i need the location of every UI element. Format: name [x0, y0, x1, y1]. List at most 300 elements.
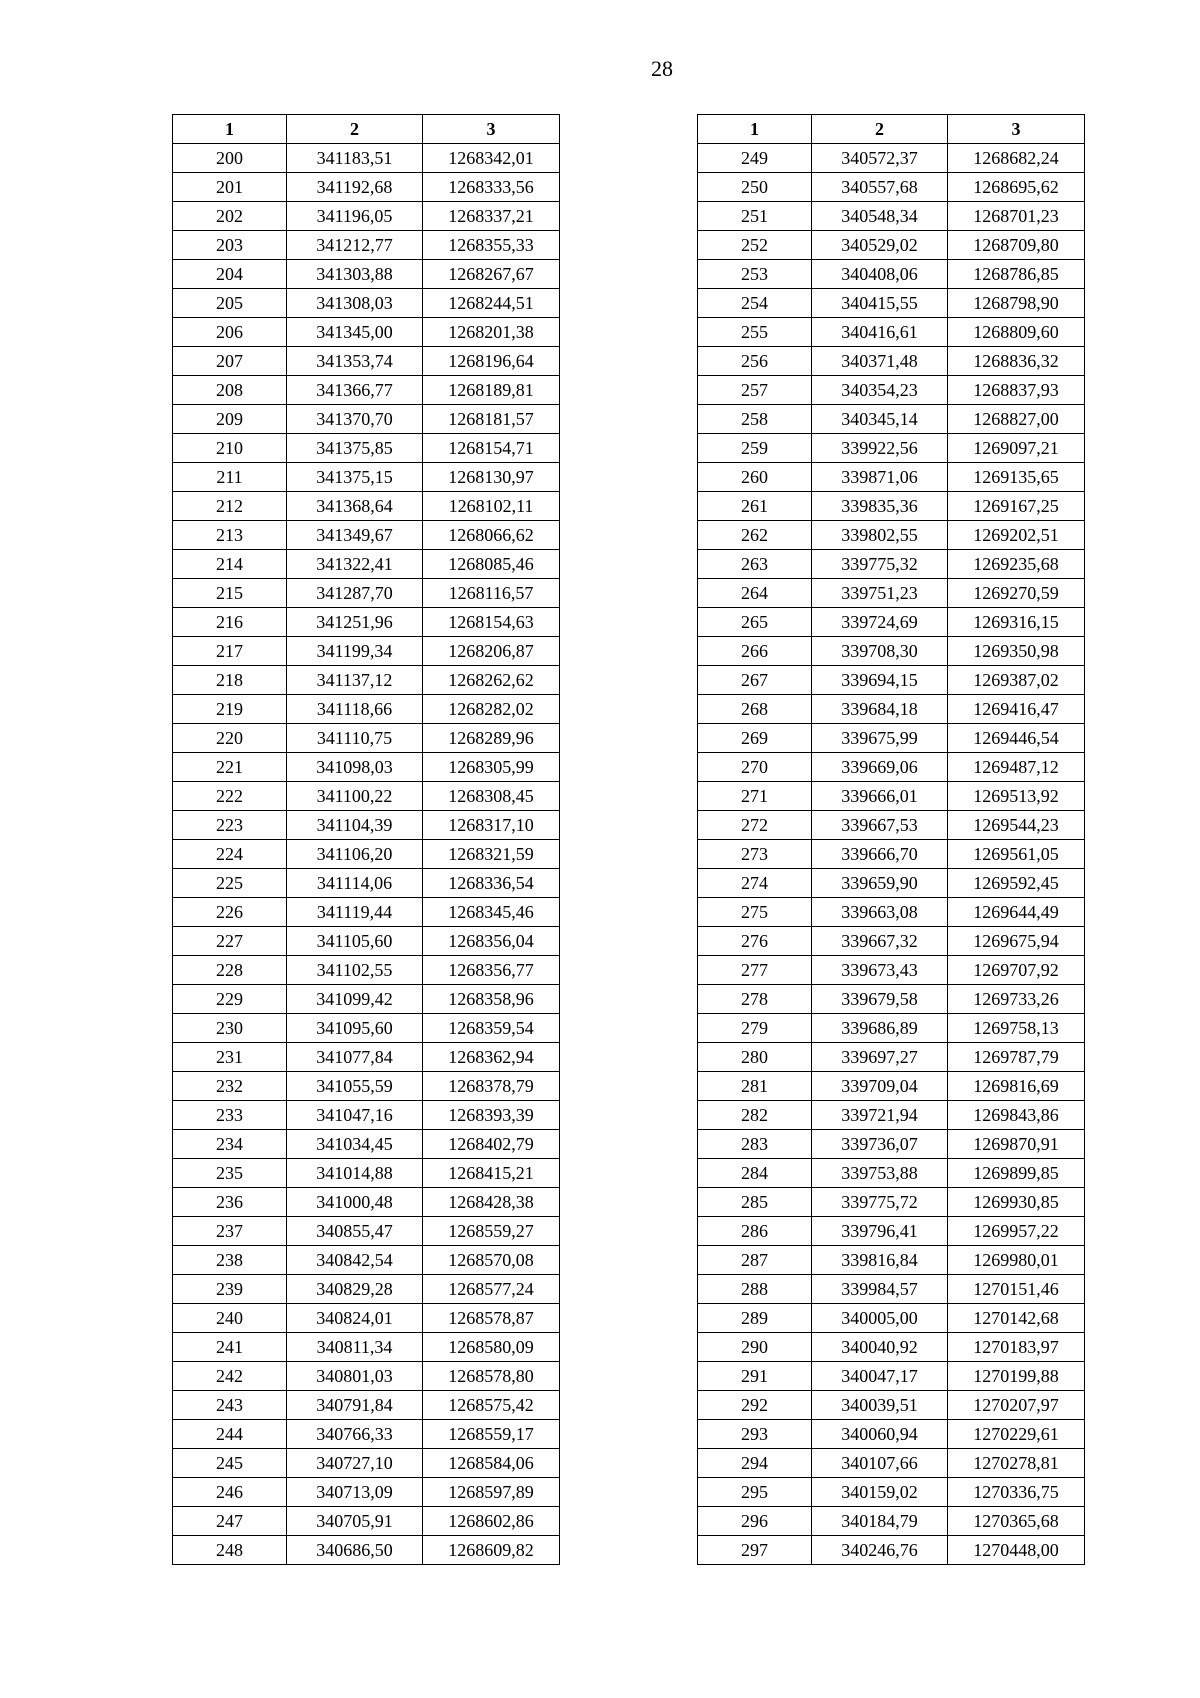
y-coordinate-cell: 1268206,87 — [423, 637, 560, 666]
y-coordinate-cell: 1269930,85 — [948, 1188, 1085, 1217]
table-row — [173, 840, 560, 869]
point-number-cell: 278 — [698, 985, 812, 1014]
point-number-cell: 270 — [698, 753, 812, 782]
y-coordinate-cell: 1269544,23 — [948, 811, 1085, 840]
table-row — [173, 347, 560, 376]
table-row — [173, 579, 560, 608]
x-coordinate-cell: 339753,88 — [812, 1159, 948, 1188]
x-coordinate-cell: 340686,50 — [287, 1536, 423, 1565]
x-coordinate-cell: 340727,10 — [287, 1449, 423, 1478]
point-number-cell: 237 — [173, 1217, 287, 1246]
table-row — [173, 550, 560, 579]
y-coordinate-cell: 1270278,81 — [948, 1449, 1085, 1478]
x-coordinate-cell: 340354,23 — [812, 376, 948, 405]
table-row — [698, 492, 1085, 521]
table-row — [173, 1043, 560, 1072]
table-row — [698, 202, 1085, 231]
point-number-cell: 215 — [173, 579, 287, 608]
table-row — [698, 1130, 1085, 1159]
y-coordinate-cell: 1268570,08 — [423, 1246, 560, 1275]
point-number-cell: 234 — [173, 1130, 287, 1159]
x-coordinate-cell: 341099,42 — [287, 985, 423, 1014]
point-number-cell: 228 — [173, 956, 287, 985]
y-coordinate-cell: 1269816,69 — [948, 1072, 1085, 1101]
point-number-cell: 289 — [698, 1304, 812, 1333]
point-number-cell: 202 — [173, 202, 287, 231]
x-coordinate-cell: 339736,07 — [812, 1130, 948, 1159]
x-coordinate-cell: 339684,18 — [812, 695, 948, 724]
table-row — [173, 1188, 560, 1217]
x-coordinate-cell: 341110,75 — [287, 724, 423, 753]
x-coordinate-cell: 341055,59 — [287, 1072, 423, 1101]
point-number-cell: 220 — [173, 724, 287, 753]
table-row — [173, 782, 560, 811]
y-coordinate-cell: 1268130,97 — [423, 463, 560, 492]
table-row — [173, 1130, 560, 1159]
table-row — [173, 260, 560, 289]
x-coordinate-cell: 341366,77 — [287, 376, 423, 405]
x-coordinate-cell: 339984,57 — [812, 1275, 948, 1304]
table-row — [698, 1043, 1085, 1072]
x-coordinate-cell: 340040,92 — [812, 1333, 948, 1362]
point-number-cell: 213 — [173, 521, 287, 550]
y-coordinate-cell: 1269446,54 — [948, 724, 1085, 753]
y-coordinate-cell: 1268827,00 — [948, 405, 1085, 434]
column-header-2: 2 — [287, 115, 423, 144]
y-coordinate-cell: 1268262,62 — [423, 666, 560, 695]
x-coordinate-cell: 341102,55 — [287, 956, 423, 985]
point-number-cell: 293 — [698, 1420, 812, 1449]
point-number-cell: 258 — [698, 405, 812, 434]
y-coordinate-cell: 1268337,21 — [423, 202, 560, 231]
x-coordinate-cell: 340811,34 — [287, 1333, 423, 1362]
x-coordinate-cell: 341118,66 — [287, 695, 423, 724]
table-row — [698, 1391, 1085, 1420]
table-row — [173, 1072, 560, 1101]
y-coordinate-cell: 1268336,54 — [423, 869, 560, 898]
table-row — [173, 1304, 560, 1333]
x-coordinate-cell: 340801,03 — [287, 1362, 423, 1391]
x-coordinate-cell: 340705,91 — [287, 1507, 423, 1536]
point-number-cell: 244 — [173, 1420, 287, 1449]
x-coordinate-cell: 341098,03 — [287, 753, 423, 782]
y-coordinate-cell: 1268116,57 — [423, 579, 560, 608]
x-coordinate-cell: 340371,48 — [812, 347, 948, 376]
coordinates-table-right — [697, 114, 1085, 1565]
column-header-1: 1 — [173, 115, 287, 144]
point-number-cell: 206 — [173, 318, 287, 347]
x-coordinate-cell: 340572,37 — [812, 144, 948, 173]
point-number-cell: 226 — [173, 898, 287, 927]
y-coordinate-cell: 1268189,81 — [423, 376, 560, 405]
table-row — [173, 1449, 560, 1478]
point-number-cell: 254 — [698, 289, 812, 318]
table-row — [698, 666, 1085, 695]
table-row — [698, 1275, 1085, 1304]
x-coordinate-cell: 340557,68 — [812, 173, 948, 202]
y-coordinate-cell: 1268580,09 — [423, 1333, 560, 1362]
table-row — [698, 144, 1085, 173]
point-number-cell: 285 — [698, 1188, 812, 1217]
point-number-cell: 200 — [173, 144, 287, 173]
table-row — [698, 1449, 1085, 1478]
x-coordinate-cell: 339775,72 — [812, 1188, 948, 1217]
x-coordinate-cell: 340766,33 — [287, 1420, 423, 1449]
x-coordinate-cell: 340824,01 — [287, 1304, 423, 1333]
x-coordinate-cell: 339686,89 — [812, 1014, 948, 1043]
table-body-right — [698, 144, 1085, 1565]
y-coordinate-cell: 1268355,33 — [423, 231, 560, 260]
y-coordinate-cell: 1269202,51 — [948, 521, 1085, 550]
table-row — [173, 1014, 560, 1043]
table-row — [698, 1507, 1085, 1536]
table-row — [698, 521, 1085, 550]
table-header-row — [698, 115, 1085, 144]
point-number-cell: 296 — [698, 1507, 812, 1536]
x-coordinate-cell: 341199,34 — [287, 637, 423, 666]
point-number-cell: 253 — [698, 260, 812, 289]
point-number-cell: 212 — [173, 492, 287, 521]
x-coordinate-cell: 341308,03 — [287, 289, 423, 318]
point-number-cell: 230 — [173, 1014, 287, 1043]
x-coordinate-cell: 341345,00 — [287, 318, 423, 347]
point-number-cell: 235 — [173, 1159, 287, 1188]
table-row — [698, 1101, 1085, 1130]
y-coordinate-cell: 1268181,57 — [423, 405, 560, 434]
table-row — [173, 811, 560, 840]
x-coordinate-cell: 339708,30 — [812, 637, 948, 666]
x-coordinate-cell: 341192,68 — [287, 173, 423, 202]
point-number-cell: 272 — [698, 811, 812, 840]
y-coordinate-cell: 1268415,21 — [423, 1159, 560, 1188]
point-number-cell: 233 — [173, 1101, 287, 1130]
y-coordinate-cell: 1268345,46 — [423, 898, 560, 927]
point-number-cell: 231 — [173, 1043, 287, 1072]
point-number-cell: 281 — [698, 1072, 812, 1101]
point-number-cell: 201 — [173, 173, 287, 202]
y-coordinate-cell: 1268578,87 — [423, 1304, 560, 1333]
point-number-cell: 216 — [173, 608, 287, 637]
y-coordinate-cell: 1268321,59 — [423, 840, 560, 869]
y-coordinate-cell: 1268333,56 — [423, 173, 560, 202]
y-coordinate-cell: 1268085,46 — [423, 550, 560, 579]
table-row — [698, 753, 1085, 782]
y-coordinate-cell: 1269097,21 — [948, 434, 1085, 463]
table-row — [173, 724, 560, 753]
table-row — [698, 1362, 1085, 1391]
point-number-cell: 292 — [698, 1391, 812, 1420]
point-number-cell: 280 — [698, 1043, 812, 1072]
x-coordinate-cell: 340159,02 — [812, 1478, 948, 1507]
point-number-cell: 214 — [173, 550, 287, 579]
y-coordinate-cell: 1268682,24 — [948, 144, 1085, 173]
x-coordinate-cell: 340047,17 — [812, 1362, 948, 1391]
y-coordinate-cell: 1268709,80 — [948, 231, 1085, 260]
x-coordinate-cell: 341014,88 — [287, 1159, 423, 1188]
y-coordinate-cell: 1268359,54 — [423, 1014, 560, 1043]
table-row — [173, 202, 560, 231]
table-row — [173, 405, 560, 434]
table-row — [173, 173, 560, 202]
y-coordinate-cell: 1269758,13 — [948, 1014, 1085, 1043]
y-coordinate-cell: 1270336,75 — [948, 1478, 1085, 1507]
x-coordinate-cell: 339709,04 — [812, 1072, 948, 1101]
y-coordinate-cell: 1268154,71 — [423, 434, 560, 463]
table-row — [173, 1159, 560, 1188]
y-coordinate-cell: 1269843,86 — [948, 1101, 1085, 1130]
coordinates-table-left — [172, 114, 560, 1565]
point-number-cell: 271 — [698, 782, 812, 811]
column-header-3: 3 — [948, 115, 1085, 144]
y-coordinate-cell: 1269675,94 — [948, 927, 1085, 956]
y-coordinate-cell: 1268362,94 — [423, 1043, 560, 1072]
y-coordinate-cell: 1268196,64 — [423, 347, 560, 376]
table-row — [173, 1101, 560, 1130]
point-number-cell: 260 — [698, 463, 812, 492]
point-number-cell: 251 — [698, 202, 812, 231]
x-coordinate-cell: 341287,70 — [287, 579, 423, 608]
y-coordinate-cell: 1269787,79 — [948, 1043, 1085, 1072]
x-coordinate-cell: 340107,66 — [812, 1449, 948, 1478]
y-coordinate-cell: 1268577,24 — [423, 1275, 560, 1304]
y-coordinate-cell: 1270183,97 — [948, 1333, 1085, 1362]
table-row — [173, 1420, 560, 1449]
table-row — [173, 463, 560, 492]
y-coordinate-cell: 1268305,99 — [423, 753, 560, 782]
y-coordinate-cell: 1268609,82 — [423, 1536, 560, 1565]
table-row — [173, 144, 560, 173]
point-number-cell: 223 — [173, 811, 287, 840]
point-number-cell: 266 — [698, 637, 812, 666]
y-coordinate-cell: 1268154,63 — [423, 608, 560, 637]
x-coordinate-cell: 340791,84 — [287, 1391, 423, 1420]
table-row — [698, 434, 1085, 463]
table-row — [698, 376, 1085, 405]
table-row — [698, 463, 1085, 492]
point-number-cell: 275 — [698, 898, 812, 927]
x-coordinate-cell: 340005,00 — [812, 1304, 948, 1333]
x-coordinate-cell: 340408,06 — [812, 260, 948, 289]
point-number-cell: 277 — [698, 956, 812, 985]
x-coordinate-cell: 339666,01 — [812, 782, 948, 811]
point-number-cell: 240 — [173, 1304, 287, 1333]
x-coordinate-cell: 341183,51 — [287, 144, 423, 173]
table-row — [698, 724, 1085, 753]
table-row — [173, 1246, 560, 1275]
point-number-cell: 208 — [173, 376, 287, 405]
x-coordinate-cell: 339675,99 — [812, 724, 948, 753]
y-coordinate-cell: 1269561,05 — [948, 840, 1085, 869]
point-number-cell: 267 — [698, 666, 812, 695]
x-coordinate-cell: 340842,54 — [287, 1246, 423, 1275]
point-number-cell: 218 — [173, 666, 287, 695]
y-coordinate-cell: 1270142,68 — [948, 1304, 1085, 1333]
table-row — [173, 1275, 560, 1304]
x-coordinate-cell: 339667,53 — [812, 811, 948, 840]
y-coordinate-cell: 1270151,46 — [948, 1275, 1085, 1304]
x-coordinate-cell: 339667,32 — [812, 927, 948, 956]
table-row — [698, 927, 1085, 956]
x-coordinate-cell: 339796,41 — [812, 1217, 948, 1246]
x-coordinate-cell: 339871,06 — [812, 463, 948, 492]
table-row — [698, 695, 1085, 724]
table-row — [173, 1391, 560, 1420]
column-header-1: 1 — [698, 115, 812, 144]
table-row — [698, 608, 1085, 637]
point-number-cell: 209 — [173, 405, 287, 434]
point-number-cell: 282 — [698, 1101, 812, 1130]
point-number-cell: 227 — [173, 927, 287, 956]
point-number-cell: 224 — [173, 840, 287, 869]
y-coordinate-cell: 1269387,02 — [948, 666, 1085, 695]
x-coordinate-cell: 341034,45 — [287, 1130, 423, 1159]
point-number-cell: 249 — [698, 144, 812, 173]
table-row — [698, 550, 1085, 579]
x-coordinate-cell: 339816,84 — [812, 1246, 948, 1275]
y-coordinate-cell: 1268428,38 — [423, 1188, 560, 1217]
point-number-cell: 210 — [173, 434, 287, 463]
x-coordinate-cell: 339673,43 — [812, 956, 948, 985]
point-number-cell: 219 — [173, 695, 287, 724]
y-coordinate-cell: 1269733,26 — [948, 985, 1085, 1014]
y-coordinate-cell: 1268597,89 — [423, 1478, 560, 1507]
table-row — [173, 1507, 560, 1536]
table-row — [173, 753, 560, 782]
table-row — [173, 289, 560, 318]
table-row — [173, 1362, 560, 1391]
point-number-cell: 205 — [173, 289, 287, 318]
x-coordinate-cell: 339679,58 — [812, 985, 948, 1014]
y-coordinate-cell: 1269707,92 — [948, 956, 1085, 985]
x-coordinate-cell: 341100,22 — [287, 782, 423, 811]
x-coordinate-cell: 341251,96 — [287, 608, 423, 637]
point-number-cell: 295 — [698, 1478, 812, 1507]
table-row — [173, 608, 560, 637]
point-number-cell: 294 — [698, 1449, 812, 1478]
x-coordinate-cell: 339659,90 — [812, 869, 948, 898]
column-header-2: 2 — [812, 115, 948, 144]
x-coordinate-cell: 339666,70 — [812, 840, 948, 869]
y-coordinate-cell: 1269592,45 — [948, 869, 1085, 898]
y-coordinate-cell: 1270229,61 — [948, 1420, 1085, 1449]
y-coordinate-cell: 1269644,49 — [948, 898, 1085, 927]
y-coordinate-cell: 1268317,10 — [423, 811, 560, 840]
point-number-cell: 263 — [698, 550, 812, 579]
point-number-cell: 243 — [173, 1391, 287, 1420]
point-number-cell: 242 — [173, 1362, 287, 1391]
table-row — [173, 492, 560, 521]
x-coordinate-cell: 341212,77 — [287, 231, 423, 260]
point-number-cell: 247 — [173, 1507, 287, 1536]
point-number-cell: 297 — [698, 1536, 812, 1565]
table-row — [698, 289, 1085, 318]
table-row — [698, 898, 1085, 927]
point-number-cell: 273 — [698, 840, 812, 869]
point-number-cell: 229 — [173, 985, 287, 1014]
table-row — [698, 985, 1085, 1014]
point-number-cell: 225 — [173, 869, 287, 898]
x-coordinate-cell: 340246,76 — [812, 1536, 948, 1565]
x-coordinate-cell: 341322,41 — [287, 550, 423, 579]
table-row — [698, 231, 1085, 260]
table-row — [698, 956, 1085, 985]
x-coordinate-cell: 340345,14 — [812, 405, 948, 434]
point-number-cell: 259 — [698, 434, 812, 463]
x-coordinate-cell: 340039,51 — [812, 1391, 948, 1420]
point-number-cell: 255 — [698, 318, 812, 347]
point-number-cell: 269 — [698, 724, 812, 753]
point-number-cell: 204 — [173, 260, 287, 289]
x-coordinate-cell: 339775,32 — [812, 550, 948, 579]
table-row — [173, 666, 560, 695]
y-coordinate-cell: 1268358,96 — [423, 985, 560, 1014]
y-coordinate-cell: 1268559,17 — [423, 1420, 560, 1449]
x-coordinate-cell: 341000,48 — [287, 1188, 423, 1217]
x-coordinate-cell: 339663,08 — [812, 898, 948, 927]
x-coordinate-cell: 340713,09 — [287, 1478, 423, 1507]
table-row — [173, 1217, 560, 1246]
y-coordinate-cell: 1268602,86 — [423, 1507, 560, 1536]
y-coordinate-cell: 1268578,80 — [423, 1362, 560, 1391]
page-number: 28 — [651, 56, 673, 81]
table-row — [173, 956, 560, 985]
x-coordinate-cell: 341095,60 — [287, 1014, 423, 1043]
table-row — [698, 579, 1085, 608]
point-number-cell: 239 — [173, 1275, 287, 1304]
table-row — [698, 1478, 1085, 1507]
y-coordinate-cell: 1268066,62 — [423, 521, 560, 550]
x-coordinate-cell: 340529,02 — [812, 231, 948, 260]
y-coordinate-cell: 1269899,85 — [948, 1159, 1085, 1188]
y-coordinate-cell: 1268837,93 — [948, 376, 1085, 405]
table-row — [173, 318, 560, 347]
y-coordinate-cell: 1268393,39 — [423, 1101, 560, 1130]
point-number-cell: 252 — [698, 231, 812, 260]
table-row — [698, 318, 1085, 347]
table-row — [698, 173, 1085, 202]
y-coordinate-cell: 1268102,11 — [423, 492, 560, 521]
table-row — [698, 840, 1085, 869]
table-row — [173, 521, 560, 550]
x-coordinate-cell: 341105,60 — [287, 927, 423, 956]
x-coordinate-cell: 340415,55 — [812, 289, 948, 318]
table-body-left — [173, 144, 560, 1565]
x-coordinate-cell: 339724,69 — [812, 608, 948, 637]
y-coordinate-cell: 1269513,92 — [948, 782, 1085, 811]
y-coordinate-cell: 1269487,12 — [948, 753, 1085, 782]
y-coordinate-cell: 1269167,25 — [948, 492, 1085, 521]
x-coordinate-cell: 339751,23 — [812, 579, 948, 608]
table-row — [698, 637, 1085, 666]
point-number-cell: 274 — [698, 869, 812, 898]
y-coordinate-cell: 1268575,42 — [423, 1391, 560, 1420]
point-number-cell: 257 — [698, 376, 812, 405]
point-number-cell: 287 — [698, 1246, 812, 1275]
point-number-cell: 262 — [698, 521, 812, 550]
y-coordinate-cell: 1269235,68 — [948, 550, 1085, 579]
table-row — [173, 927, 560, 956]
x-coordinate-cell: 339669,06 — [812, 753, 948, 782]
point-number-cell: 283 — [698, 1130, 812, 1159]
point-number-cell: 265 — [698, 608, 812, 637]
y-coordinate-cell: 1268402,79 — [423, 1130, 560, 1159]
y-coordinate-cell: 1270207,97 — [948, 1391, 1085, 1420]
point-number-cell: 279 — [698, 1014, 812, 1043]
point-number-cell: 250 — [698, 173, 812, 202]
y-coordinate-cell: 1269957,22 — [948, 1217, 1085, 1246]
table-row — [173, 637, 560, 666]
y-coordinate-cell: 1268201,38 — [423, 318, 560, 347]
